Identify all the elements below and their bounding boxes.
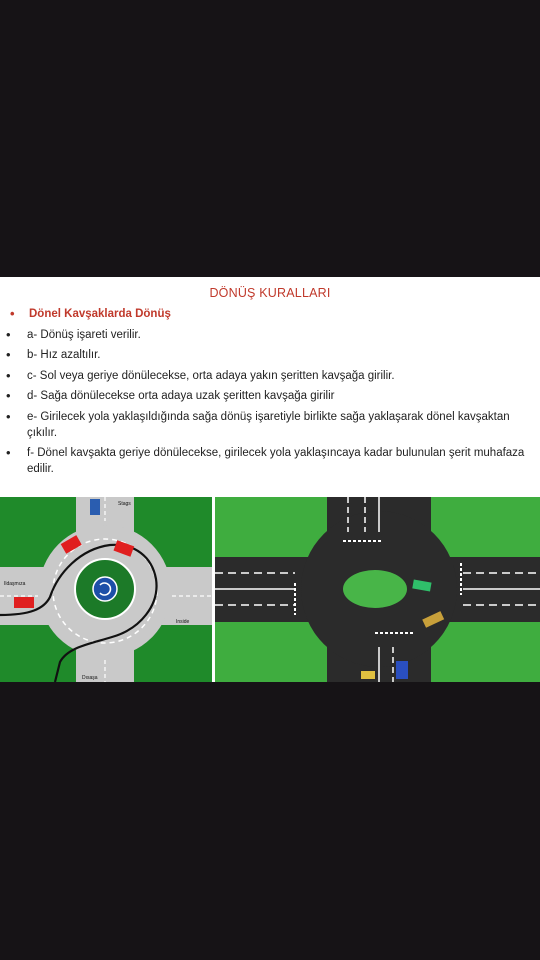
roundabout-sign-icon xyxy=(93,577,117,601)
bullet-icon: • xyxy=(6,347,11,362)
bullet-icon: • xyxy=(6,408,11,424)
list-item: • d- Sağa dönülecekse orta adaya uzak şeritten kavşağa girilir xyxy=(6,388,335,403)
slide-title: DÖNÜŞ KURALLARI xyxy=(209,286,331,300)
list-item: • a- Dönüş işareti verilir. xyxy=(6,326,141,342)
label-bottom: Dısaşa xyxy=(82,675,98,681)
roundabout-diagram-left xyxy=(0,497,212,682)
car-blue xyxy=(396,661,408,679)
label-left: Ildaşmıza xyxy=(4,581,26,587)
bullet-icon: • xyxy=(6,445,11,460)
slide xyxy=(0,277,540,682)
list-item: • c- Sol veya geriye dönülecekse, orta adaya yakın şeritten kavşağa girilir. xyxy=(6,367,395,383)
central-island xyxy=(343,570,407,608)
bullet-icon: • xyxy=(10,306,15,321)
list-item: • e- Girilecek yola yaklaşıldığında sağa dönüş işaretiyle birlikte sağa yaklaşarak dönel kavşaktan çıkılır. xyxy=(6,408,510,439)
list-heading xyxy=(4,306,536,322)
bullet-icon: • xyxy=(6,326,11,342)
bullet-icon: • xyxy=(6,367,11,383)
heading-text: Dönel Kavşaklarda Dönüş xyxy=(29,308,171,320)
label-right: Inside xyxy=(176,619,190,625)
label-top: Stags xyxy=(118,501,131,507)
rules-list xyxy=(4,306,536,482)
roundabout-diagram-right xyxy=(215,497,540,682)
list-item: • f- Dönel kavşakta geriye dönülecekse, girilecek yola yaklaşıncaya kadar bulunulan şerit muhafaza edilir. xyxy=(6,445,525,475)
car-red xyxy=(14,597,34,608)
car-yellow xyxy=(361,671,375,679)
bullet-icon: • xyxy=(6,388,11,403)
car-blue xyxy=(90,499,100,515)
list-item: • b- Hız azaltılır. xyxy=(6,347,101,362)
